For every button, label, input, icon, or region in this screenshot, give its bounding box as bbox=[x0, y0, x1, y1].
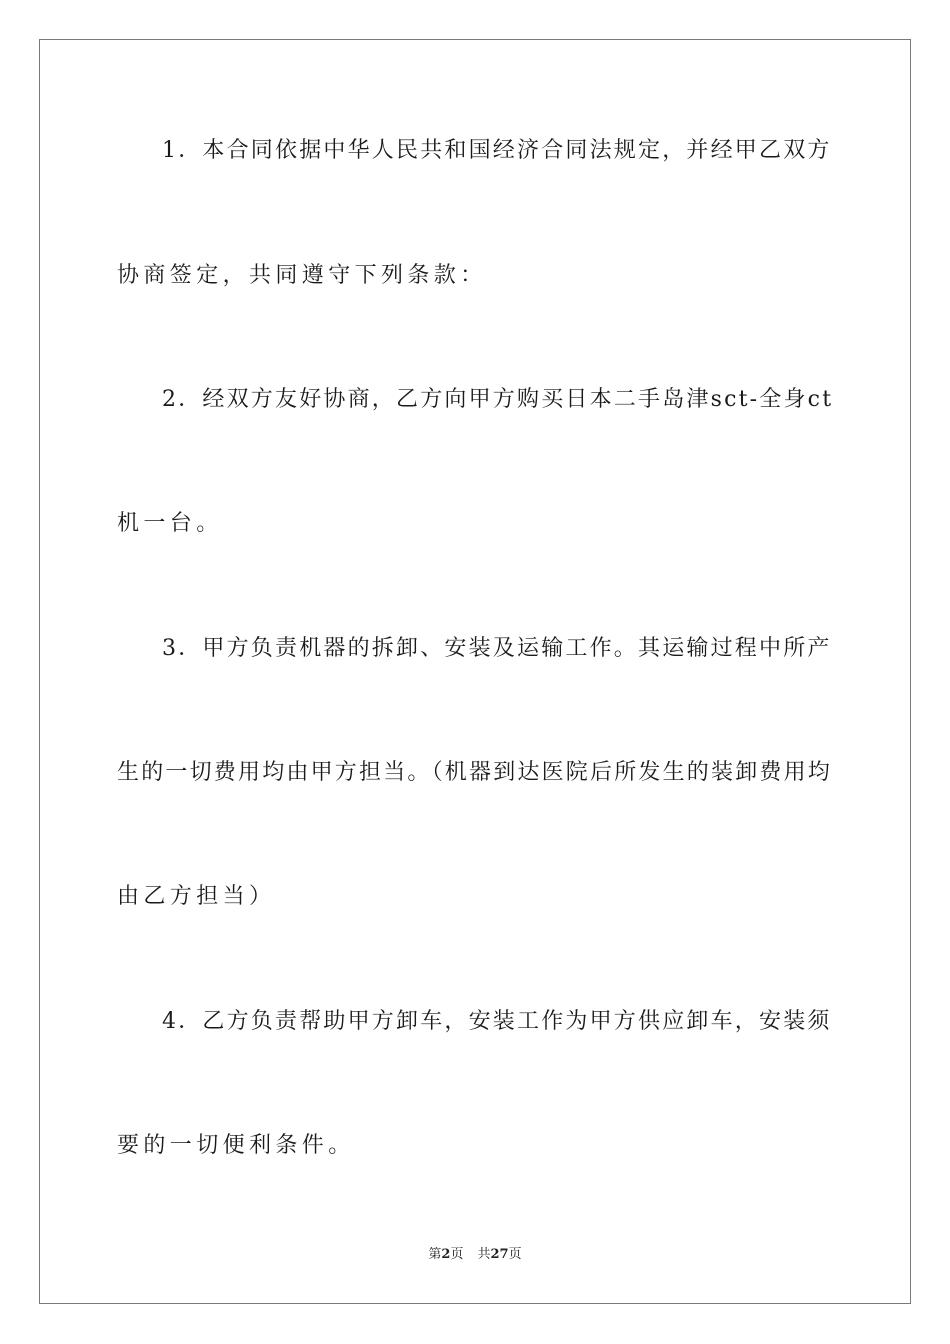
paragraph-2-line-2: 机一台。 bbox=[117, 511, 223, 536]
paragraph-3-line-3: 由乙方担当） bbox=[117, 884, 276, 909]
page-border bbox=[39, 39, 911, 1304]
footer-page-total: 27 bbox=[490, 1247, 509, 1262]
paragraph-1-line-1: 1．本合同依据中华人民共和国经济合同法规定，并经甲乙双方 bbox=[162, 138, 832, 163]
footer-total-prefix: 共 bbox=[477, 1247, 491, 1262]
footer-total-suffix: 页 bbox=[508, 1247, 522, 1262]
paragraph-3-line-2: 生的一切费用均由甲方担当。（机器到达医院后所发生的装卸费用均 bbox=[117, 760, 833, 785]
footer-page-prefix: 第 bbox=[428, 1247, 442, 1262]
page-footer bbox=[0, 1246, 950, 1264]
paragraph-4-line-1: 4．乙方负责帮助甲方卸车，安装工作为甲方供应卸车，安装须 bbox=[162, 1009, 832, 1034]
paragraph-2-line-1: 2．经双方友好协商，乙方向甲方购买日本二手岛津sct-全身ct bbox=[162, 387, 834, 412]
footer-page-suffix: 页 bbox=[450, 1247, 464, 1262]
paragraph-3-line-1: 3．甲方负责机器的拆卸、安装及运输工作。其运输过程中所产 bbox=[162, 636, 832, 661]
paragraph-4-line-2: 要的一切便利条件。 bbox=[117, 1133, 355, 1158]
footer-page-current: 2 bbox=[441, 1247, 451, 1262]
paragraph-1-line-2: 协商签定，共同遵守下列条款： bbox=[117, 263, 487, 288]
